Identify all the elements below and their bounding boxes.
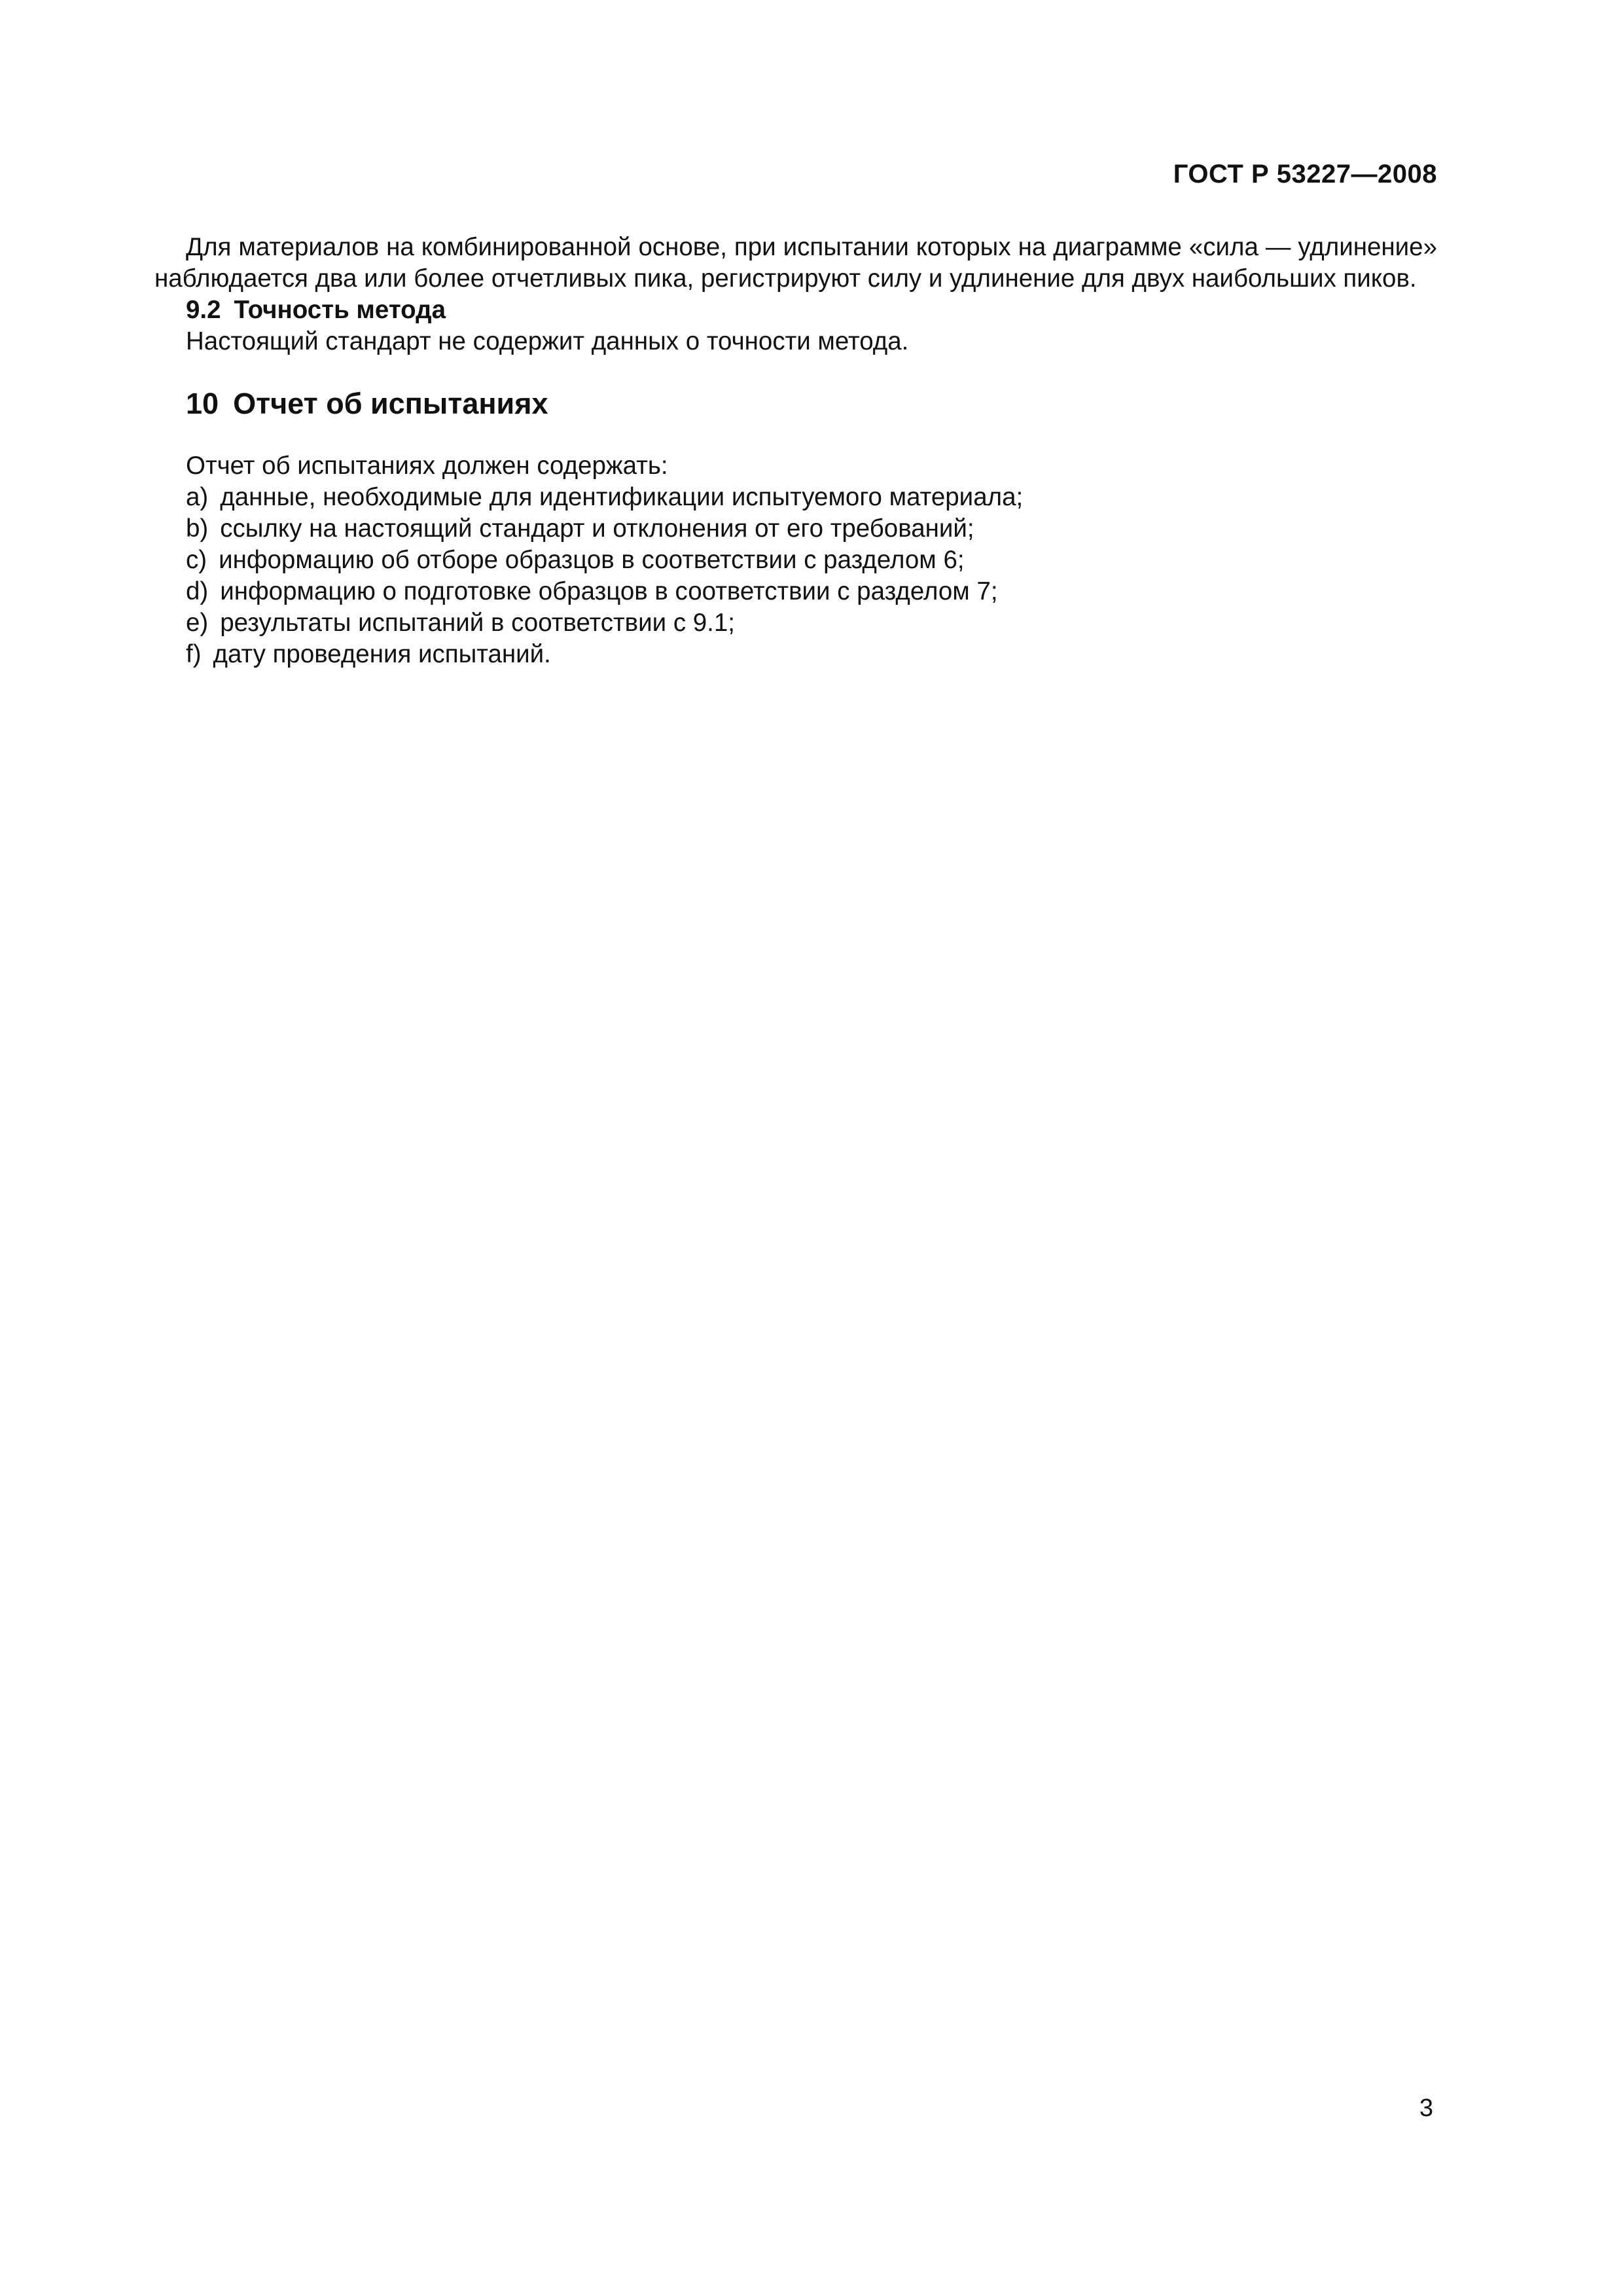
list-item xyxy=(154,639,1437,670)
list-item xyxy=(154,545,1437,576)
subsection-title: Точность метода xyxy=(234,296,446,324)
section-title: Отчет об испытаниях xyxy=(233,387,548,420)
list-item xyxy=(154,513,1437,545)
paragraph-combined-base xyxy=(154,232,1437,295)
list-item xyxy=(154,482,1437,513)
section-heading-10 xyxy=(154,386,1437,422)
list-item-marker: d) xyxy=(186,577,209,605)
subsection-heading-9-2 xyxy=(154,295,1437,326)
list-item-marker: b) xyxy=(186,514,209,543)
list-item-text: информацию об отборе образцов в соответствии с разделом 6; xyxy=(219,546,965,574)
paragraph-combined-base-text: Для материалов на комбинированной основе, при испытании которых на диаграмме «сила — удлинение» наблюдается два или более отчетливых пика, регистрируют силу и удлинение для двух наибольших пиков. xyxy=(154,233,1437,293)
list-item-marker: f) xyxy=(186,640,202,668)
list-item-text: результаты испытаний в соответствии с 9.1; xyxy=(220,609,735,637)
list-item-text: дату проведения испытаний. xyxy=(213,640,551,668)
list-item xyxy=(154,576,1437,607)
list-item xyxy=(154,607,1437,639)
document-body xyxy=(154,232,1437,670)
subsection-number: 9.2 xyxy=(186,296,221,324)
list-item-text: информацию о подготовке образцов в соответствии с разделом 7; xyxy=(220,577,998,605)
report-intro: Отчет об испытаниях должен содержать: xyxy=(186,452,668,480)
list-item-marker: a) xyxy=(186,483,209,511)
page-number: 3 xyxy=(1419,2094,1433,2122)
document-code-header: ГОСТ Р 53227—2008 xyxy=(1173,160,1437,188)
list-item-marker: e) xyxy=(186,609,209,637)
report-requirements-list xyxy=(154,482,1437,670)
section-number: 10 xyxy=(186,387,219,420)
list-item-text: данные, необходимые для идентификации испытуемого материала; xyxy=(220,483,1024,511)
list-item-text: ссылку на настоящий стандарт и отклонения от его требований; xyxy=(220,514,974,543)
subsection-text-9-2: Настоящий стандарт не содержит данных о точности метода. xyxy=(186,327,909,355)
list-item-marker: c) xyxy=(186,546,207,574)
